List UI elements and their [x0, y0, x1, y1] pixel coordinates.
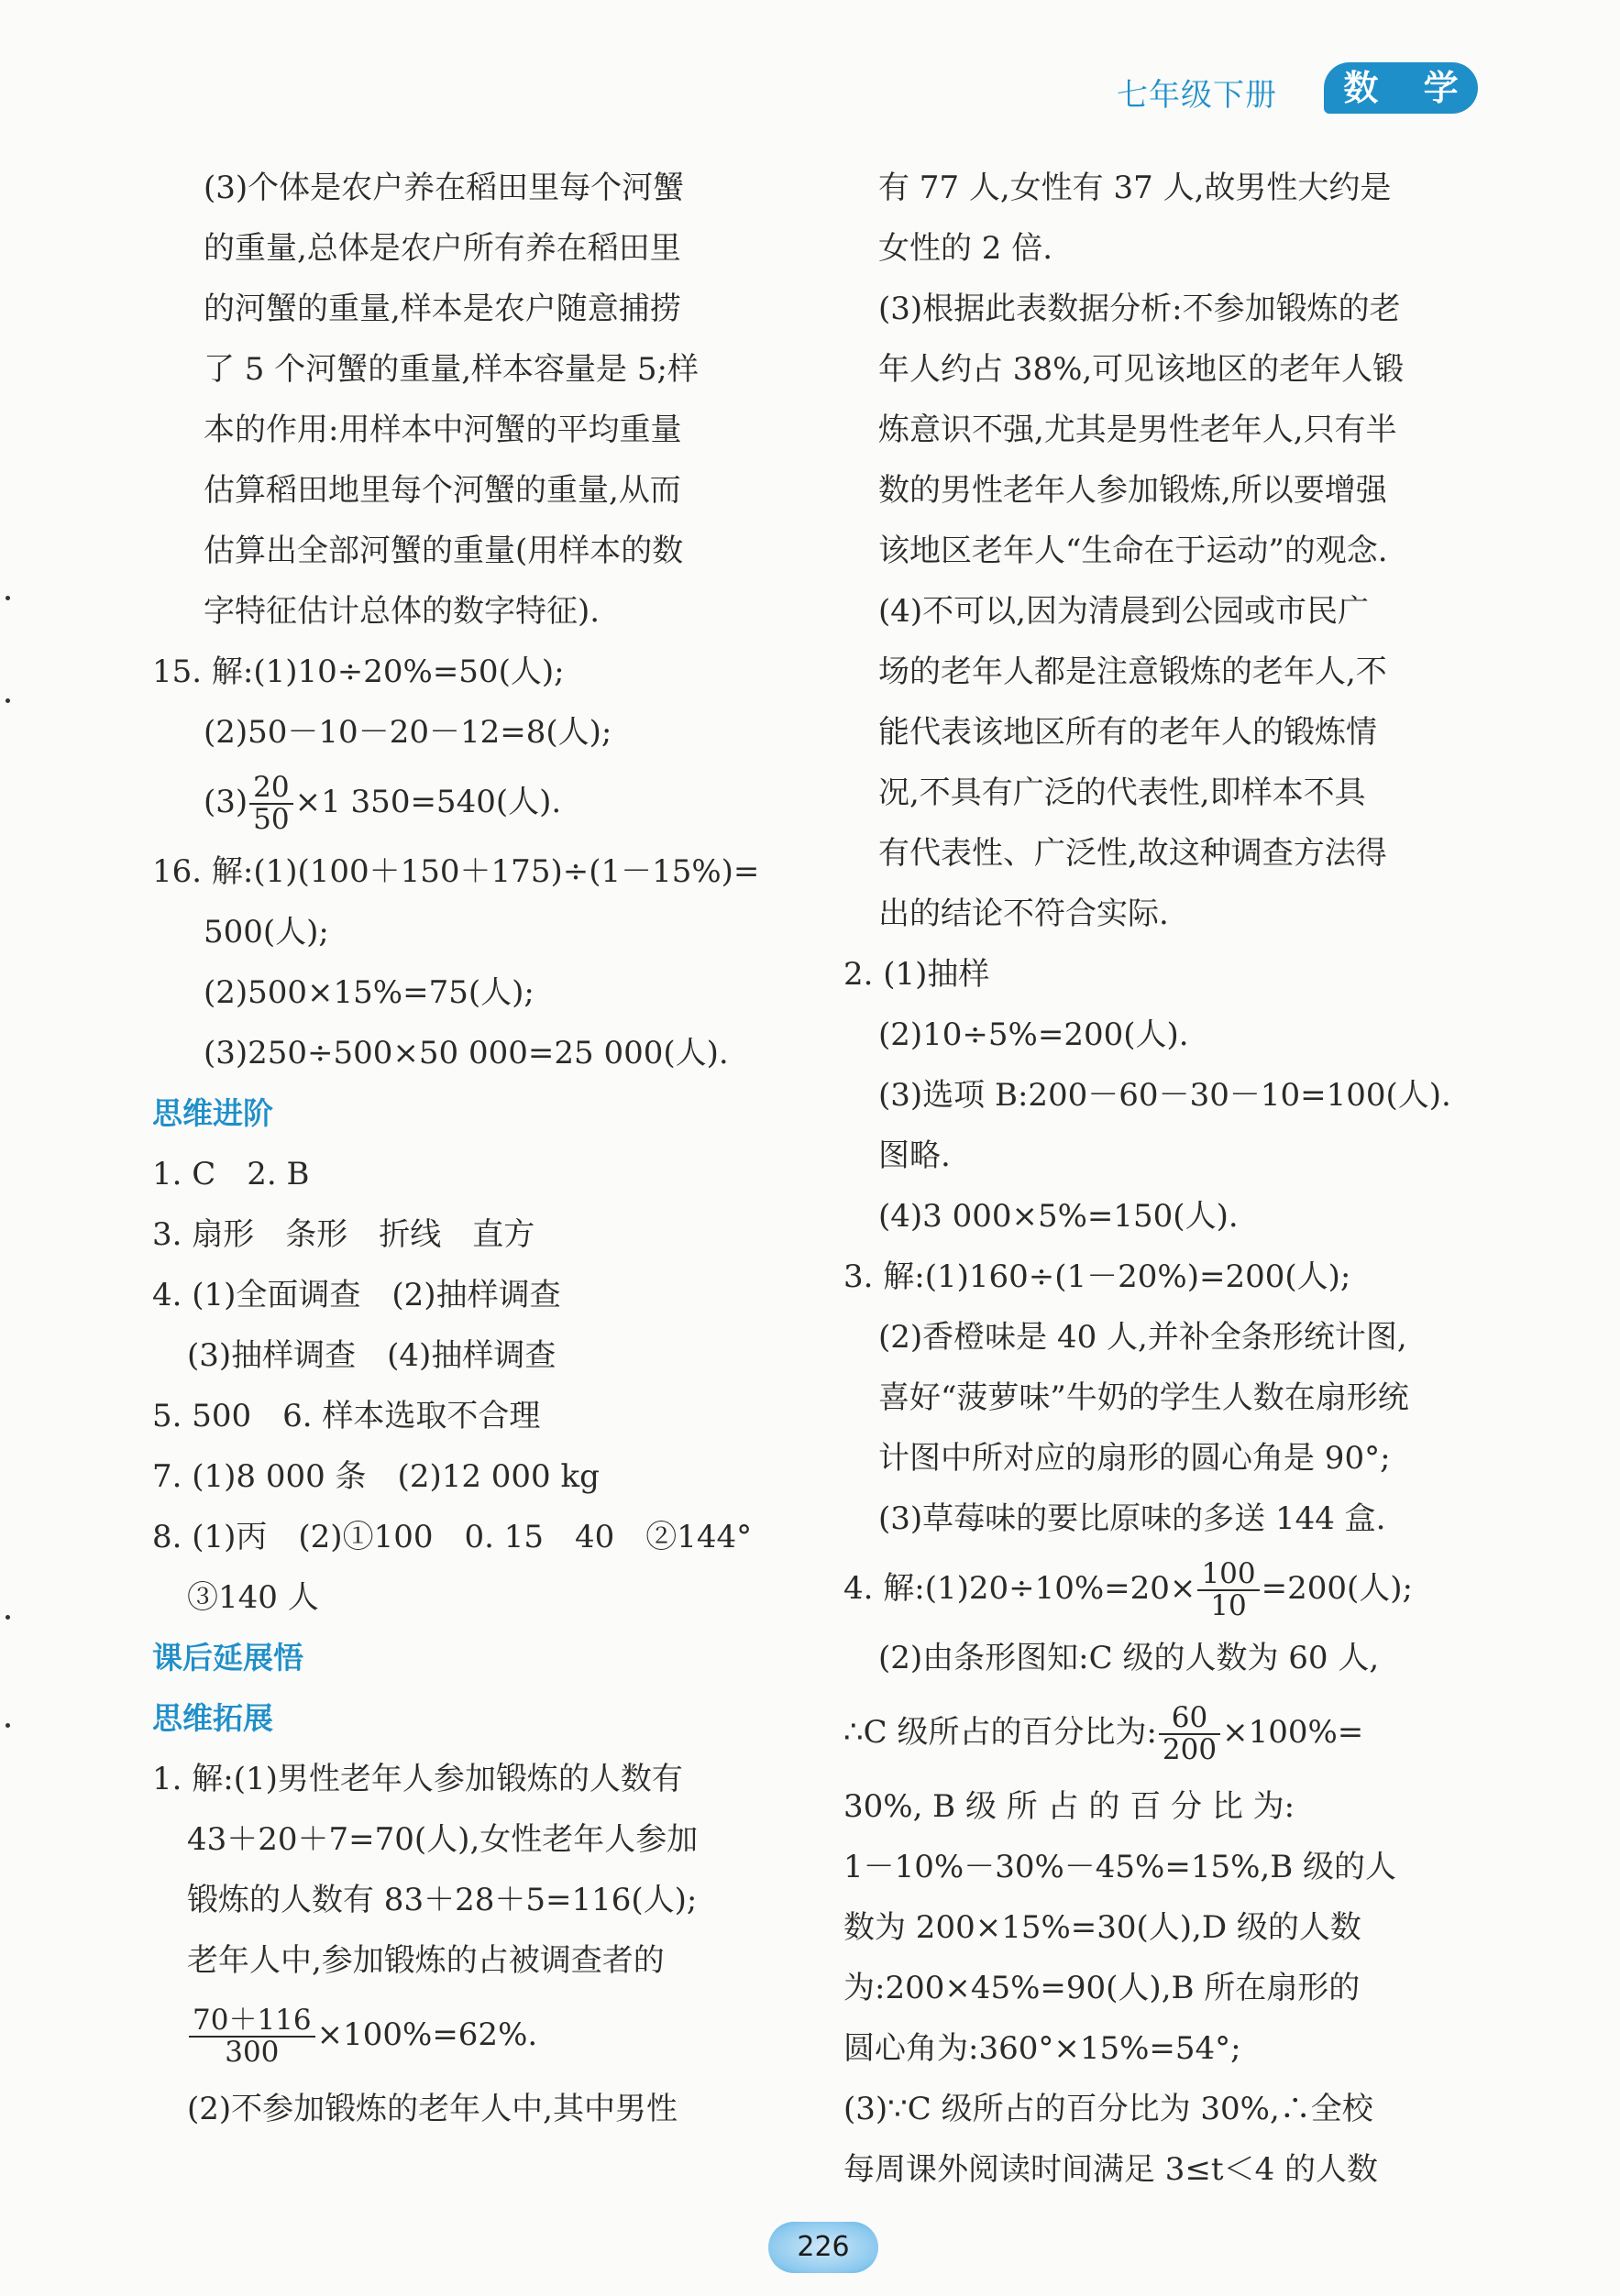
text-line: 的重量,总体是农户所有养在稻田里: [204, 230, 681, 267]
text-line-with-fraction: [843, 1549, 1504, 1628]
text-line: 数为 200×15%=30(人),D 级的人数: [843, 1909, 1361, 1946]
text-line: 估算稻田地里每个河蟹的重量,从而: [204, 472, 681, 509]
text-line: 有代表性、广泛性,故这种调查方法得: [878, 835, 1387, 872]
text-line: 圆心角为:360°×15%=54°;: [843, 2030, 1241, 2067]
section-heading: 思维进阶: [152, 1095, 273, 1131]
text-line: 出的结论不符合实际.: [878, 895, 1169, 932]
text-line: 炼意识不强,尤其是男性老年人,只有半: [878, 412, 1397, 448]
text-line: 场的老年人都是注意锻炼的老年人,不: [878, 654, 1387, 690]
text-line: (2)由条形图知:C 级的人数为 60 人,: [878, 1640, 1380, 1676]
text-line: (3)草莓味的要比原味的多送 144 盒.: [878, 1500, 1386, 1537]
text-line: 喜好“菠萝味”牛奶的学生人数在扇形统: [878, 1379, 1409, 1416]
text-line: 图略.: [878, 1137, 951, 1174]
scan-mark: [6, 1723, 10, 1728]
left-column: [152, 158, 812, 2139]
fraction-numerator: 100: [1197, 1559, 1259, 1591]
text-line: (2)香橙味是 40 人,并补全条形统计图,: [878, 1319, 1407, 1356]
text-line: 500(人);: [204, 914, 329, 950]
text-line: (3)∵C 级所占的百分比为 30%,∴全校: [843, 2091, 1373, 2127]
text-line: (4)3 000×5%=150(人).: [878, 1198, 1239, 1235]
text-line: 字特征估计总体的数字特征).: [204, 593, 601, 630]
fraction-numerator: 60: [1159, 1703, 1220, 1735]
text-line: 本的作用:用样本中河蟹的平均重量: [204, 412, 682, 448]
text-line: 年人约占 38%,可见该地区的老年人锻: [878, 351, 1405, 388]
text-line: 计图中所对应的扇形的圆心角是 90°;: [878, 1440, 1391, 1477]
text-line: 3. 解:(1)160÷(1－20%)=200(人);: [843, 1258, 1351, 1295]
fraction: [1197, 1559, 1259, 1620]
text-fragment: 4. 解:(1)20÷10%=20×: [843, 1570, 1196, 1607]
text-line: 该地区老年人“生命在于运动”的观念.: [878, 533, 1388, 569]
fraction-numerator: 20: [249, 773, 292, 805]
text-line: (2)50－10－20－12=8(人);: [204, 714, 612, 751]
text-line: 1. C 2. B: [152, 1156, 310, 1192]
page-number: 226: [768, 2222, 878, 2273]
text-line: (3)250÷500×50 000=25 000(人).: [204, 1035, 729, 1071]
fraction: [1159, 1703, 1220, 1764]
fraction-denominator: 300: [225, 2036, 280, 2069]
text-line: (4)不可以,因为清晨到公园或市民广: [878, 593, 1369, 630]
header-subject-badge: 数 学: [1324, 62, 1478, 114]
text-fragment: ×100%=62%.: [316, 2016, 538, 2053]
fraction: [249, 773, 292, 834]
scan-mark: [6, 596, 10, 600]
text-fragment: ∴C 级所占的百分比为:: [843, 1714, 1157, 1751]
right-column: [843, 158, 1504, 2200]
text-line: (3)个体是农户养在稻田里每个河蟹: [204, 170, 685, 206]
text-line: 老年人中,参加锻炼的占被调查者的: [187, 1942, 665, 1979]
text-line: 43＋20＋7=70(人),女性老年人参加: [187, 1821, 699, 1858]
text-line: (3)抽样调查 (4)抽样调查: [187, 1337, 557, 1374]
text-line: 为:200×45%=90(人),B 所在扇形的: [843, 1970, 1361, 2006]
text-fragment: (3): [204, 784, 248, 820]
text-line: 1－10%－30%－45%=15%,B 级的人: [843, 1849, 1397, 1885]
scan-mark: [6, 698, 10, 703]
text-line: 16. 解:(1)(100＋150＋175)÷(1－15%)=: [152, 853, 760, 890]
fraction-denominator: 10: [1210, 1589, 1247, 1622]
text-line: 7. (1)8 000 条 (2)12 000 kg: [152, 1458, 600, 1495]
text-line-with-fraction: [843, 1688, 1504, 1776]
text-line: 女性的 2 倍.: [878, 230, 1053, 267]
text-line: 能代表该地区所有的老年人的锻炼情: [878, 714, 1377, 751]
text-line: (2)10÷5%=200(人).: [878, 1016, 1189, 1053]
text-line: 的河蟹的重量,样本是农户随意捕捞: [204, 291, 681, 327]
text-line: 况,不具有广泛的代表性,即样本不具: [878, 774, 1366, 811]
text-line: 估算出全部河蟹的重量(用样本的数: [204, 533, 684, 569]
fraction-denominator: 200: [1162, 1733, 1218, 1766]
text-line: 3. 扇形 条形 折线 直方: [152, 1216, 535, 1253]
text-line: 15. 解:(1)10÷20%=50(人);: [152, 654, 565, 690]
fraction: [189, 2005, 315, 2067]
text-line: 锻炼的人数有 83＋28＋5=116(人);: [187, 1882, 698, 1918]
text-fragment: =200(人);: [1261, 1570, 1413, 1607]
text-line-with-fraction: [152, 1991, 812, 2079]
fraction-denominator: 50: [253, 803, 290, 836]
text-line: 8. (1)丙 (2)①100 0. 15 40 ②144°: [152, 1519, 753, 1555]
text-line: 每周课外阅读时间满足 3≤t＜4 的人数: [843, 2151, 1379, 2188]
text-fragment: ×100%=: [1222, 1714, 1364, 1751]
text-line: 1. 解:(1)男性老年人参加锻炼的人数有: [152, 1761, 683, 1797]
section-heading: 课后延展悟: [152, 1640, 303, 1675]
text-line: (3)根据此表数据分析:不参加锻炼的老: [878, 291, 1401, 327]
section-heading: 思维拓展: [152, 1700, 273, 1736]
fraction-numerator: 70＋116: [189, 2005, 315, 2038]
text-line: 4. (1)全面调查 (2)抽样调查: [152, 1277, 561, 1313]
text-line: 数的男性老年人参加锻炼,所以要增强: [878, 472, 1387, 509]
text-line-with-fraction: [152, 763, 812, 841]
text-line: 2. (1)抽样: [843, 956, 990, 993]
text-line: (2)不参加锻炼的老年人中,其中男性: [187, 2091, 678, 2127]
scan-mark: [6, 1615, 10, 1620]
text-line: 5. 500 6. 样本选取不合理: [152, 1398, 541, 1434]
header-grade: 七年级下册: [1117, 77, 1277, 114]
text-line: ③140 人: [187, 1579, 319, 1616]
text-line: 有 77 人,女性有 37 人,故男性大约是: [878, 170, 1392, 206]
text-line: 了 5 个河蟹的重量,样本容量是 5;样: [204, 351, 699, 388]
text-fragment: ×1 350=540(人).: [294, 784, 562, 820]
text-line: (3)选项 B:200－60－30－10=100(人).: [878, 1077, 1451, 1114]
text-line: (2)500×15%=75(人);: [204, 974, 534, 1011]
text-line: 30%, B 级 所 占 的 百 分 比 为:: [843, 1788, 1295, 1825]
